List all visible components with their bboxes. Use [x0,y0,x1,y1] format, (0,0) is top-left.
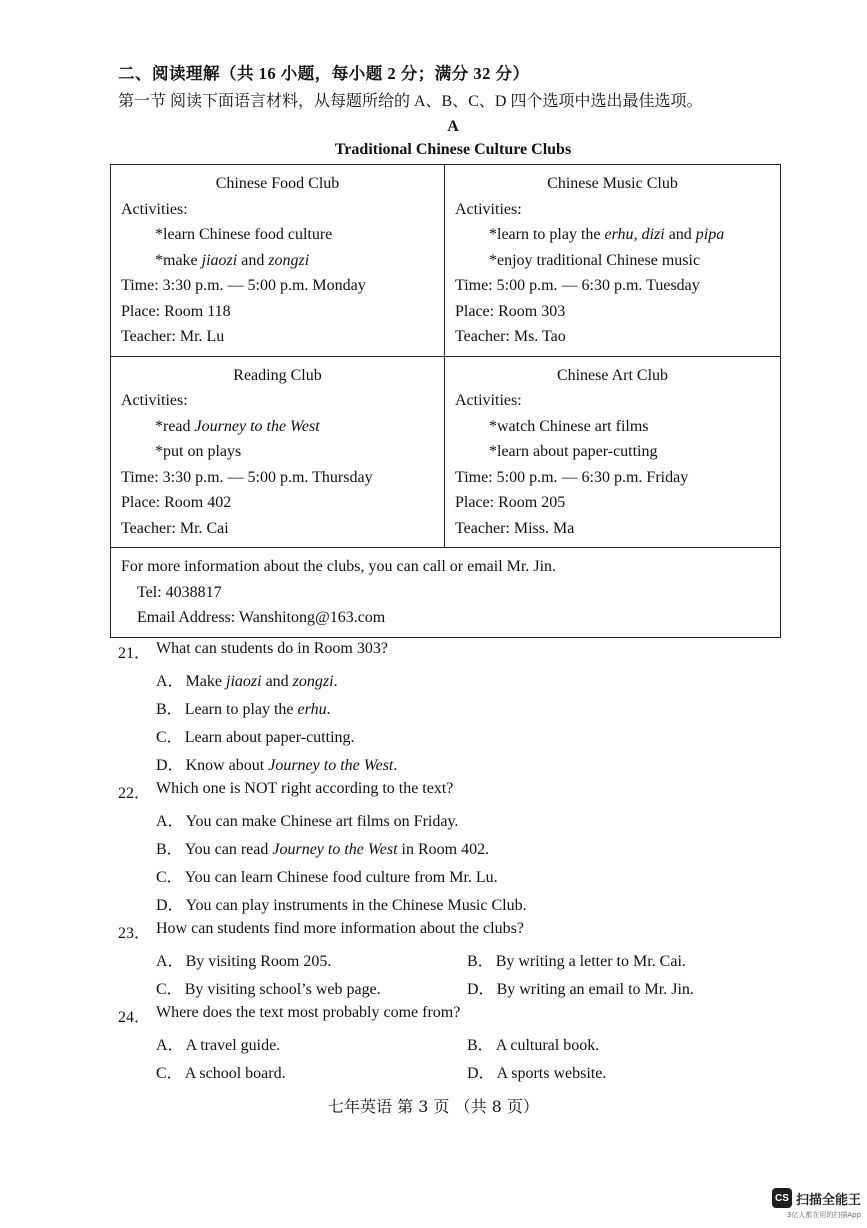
scanner-watermark [772,1188,861,1220]
text-run: A sports website. [496,1065,607,1082]
activity-text: *learn Chinese food culture [155,226,333,243]
activity-item [455,222,770,248]
answer-option [156,864,498,887]
activities-label: Activities: [455,392,522,409]
option-label: D． [156,897,184,914]
activity-item [121,439,434,465]
text-run: zongzi [268,251,310,269]
club-place: Place: Room 303 [455,302,566,320]
text-run: A cultural book. [495,1037,600,1054]
option-label: A． [156,813,184,830]
answer-option [156,948,331,971]
text-run: By writing a letter to Mr. Cai. [495,953,686,970]
club-teacher: Teacher: Mr. Lu [121,328,225,345]
activity-text: *learn to play the [489,226,605,243]
activity-text: *watch Chinese art films [489,417,649,435]
passage-letter: A [447,118,459,135]
club-teacher: Teacher: Miss. Ma [455,519,575,537]
text-run: By writing an email to Mr. Jin. [496,981,694,998]
question-text: What can students do in Room 303? [156,640,388,657]
text-run: Journey to the West [272,841,398,858]
text-run: . [393,757,398,774]
text-run: Make [185,673,226,690]
watermark-name: 扫描全能王 [795,1192,861,1208]
text-run: dizi [641,226,665,243]
club-name: Chinese Art Club [556,366,669,384]
text-run: and [237,251,269,269]
activity-text: *learn about paper-cutting [489,443,658,460]
answer-option [156,1032,280,1055]
option-label: C． [156,981,183,998]
club-place: Place: Room 205 [455,494,566,511]
text-run: pipa [695,226,725,243]
activity-item [121,248,434,274]
text-run: erhu [297,701,327,718]
activity-item [121,414,434,440]
club-time: Time: 5:00 p.m. — 6:30 p.m. Tuesday [455,277,700,294]
activity-item [455,248,770,274]
text-run: Learn about paper-cutting. [184,729,355,746]
activity-text: *put on plays [155,443,242,460]
text-run: Journey to the West [268,757,394,774]
club-cell [445,165,781,357]
text-run: jiaozi [201,251,238,269]
activity-item [455,414,770,440]
text-run: . [333,673,338,690]
club-name: Chinese Food Club [215,175,340,192]
answer-option [156,892,527,915]
club-name: Chinese Music Club [547,175,678,192]
section-instructions: 第一节 阅读下面语言材料，从每题所给的 A、B、C、D 四个选项中选出最佳选项。 [118,93,703,110]
option-label: D． [467,981,495,998]
answer-option [156,752,397,775]
option-label: C． [156,869,183,886]
option-label: A． [156,1037,184,1054]
question-number: 22． [118,785,151,802]
answer-option [467,1032,599,1055]
option-label: A． [156,673,184,690]
club-time: Time: 3:30 p.m. — 5:00 p.m. Monday [121,277,366,294]
club-name: Reading Club [233,366,322,384]
option-label: C． [156,1065,183,1082]
answer-option [156,724,355,747]
activities-label: Activities: [121,200,188,218]
option-label: C． [156,729,183,746]
text-run: , [633,226,642,243]
option-label: A． [156,953,184,970]
text-run: . [326,701,331,718]
contact-row [111,548,781,638]
clubs-table [110,164,781,638]
activity-item [121,222,434,248]
text-run: By visiting Room 205. [185,953,332,970]
activity-item [455,439,770,465]
clubs-row-2 [111,356,781,548]
club-cell [111,356,445,548]
text-run: You can play instruments in the Chinese Music Club. [185,897,527,914]
text-run: zongzi [292,673,334,690]
section-title: 二、阅读理解（共 16 小题，每小题 2 分；满分 32 分） [118,64,530,83]
option-label: B． [156,841,183,858]
option-label: B． [467,953,494,970]
option-label: B． [467,1037,494,1054]
answer-option [156,668,338,691]
text-run: and [261,673,293,690]
activity-text: *read [155,417,195,435]
passage-title: Traditional Chinese Culture Clubs [334,141,572,158]
answer-option [156,976,381,999]
text-run: Know about [185,757,269,774]
club-teacher: Teacher: Mr. Cai [121,519,229,537]
answer-option [467,976,694,999]
text-run: jiaozi [226,673,262,690]
watermark-tagline: 3亿人都在用的扫描App [786,1211,861,1219]
answer-option [467,948,686,971]
text-run: By visiting school’s web page. [184,981,381,998]
club-cell [445,356,781,548]
text-run: in Room 402. [397,841,490,858]
answer-option [156,1060,286,1083]
text-run: You can learn Chinese food culture from Mr. Lu. [184,869,498,886]
text-run: A travel guide. [185,1037,281,1054]
question-text: Where does the text most probably come from? [156,1004,461,1021]
answer-option [156,808,458,831]
option-label: B． [156,701,183,718]
question-number: 21． [118,645,151,662]
activities-label: Activities: [455,200,522,218]
answer-option [467,1060,606,1083]
club-time: Time: 5:00 p.m. — 6:30 p.m. Friday [455,468,689,486]
text-run: A school board. [184,1065,286,1082]
text-run: erhu [604,226,634,243]
text-run: and [664,226,696,243]
contact-tel: Tel: 4038817 [137,583,222,601]
club-teacher: Teacher: Ms. Tao [455,328,566,345]
text-run: You can read [184,841,273,858]
answer-option [156,836,489,859]
club-time: Time: 3:30 p.m. — 5:00 p.m. Thursday [121,468,373,486]
camscanner-logo-icon: CS [772,1188,792,1208]
activity-text: *enjoy traditional Chinese music [489,251,701,269]
question-number: 23． [118,925,151,942]
question-text: How can students find more information about the clubs? [156,920,524,937]
club-place: Place: Room 402 [121,494,232,511]
club-cell [111,165,445,357]
text-run: Journey to the West [194,417,320,435]
contact-cell [111,548,781,638]
clubs-row-1 [111,165,781,357]
text-run: Learn to play the [184,701,298,718]
question-text: Which one is NOT right according to the text? [156,780,454,797]
question-number: 24． [118,1009,151,1026]
page-footer: 七年英语 第 3 页 （共 8 页） [328,1097,539,1116]
option-label: D． [156,757,184,774]
text-run: You can make Chinese art films on Friday. [185,813,459,830]
activities-label: Activities: [121,392,188,409]
contact-email: Email Address: Wanshitong@163.com [137,609,386,626]
answer-option [156,696,331,719]
club-place: Place: Room 118 [121,302,231,320]
contact-text: For more information about the clubs, you can call or email Mr. Jin. [121,558,557,575]
option-label: D． [467,1065,495,1082]
activity-text: *make [155,251,202,269]
